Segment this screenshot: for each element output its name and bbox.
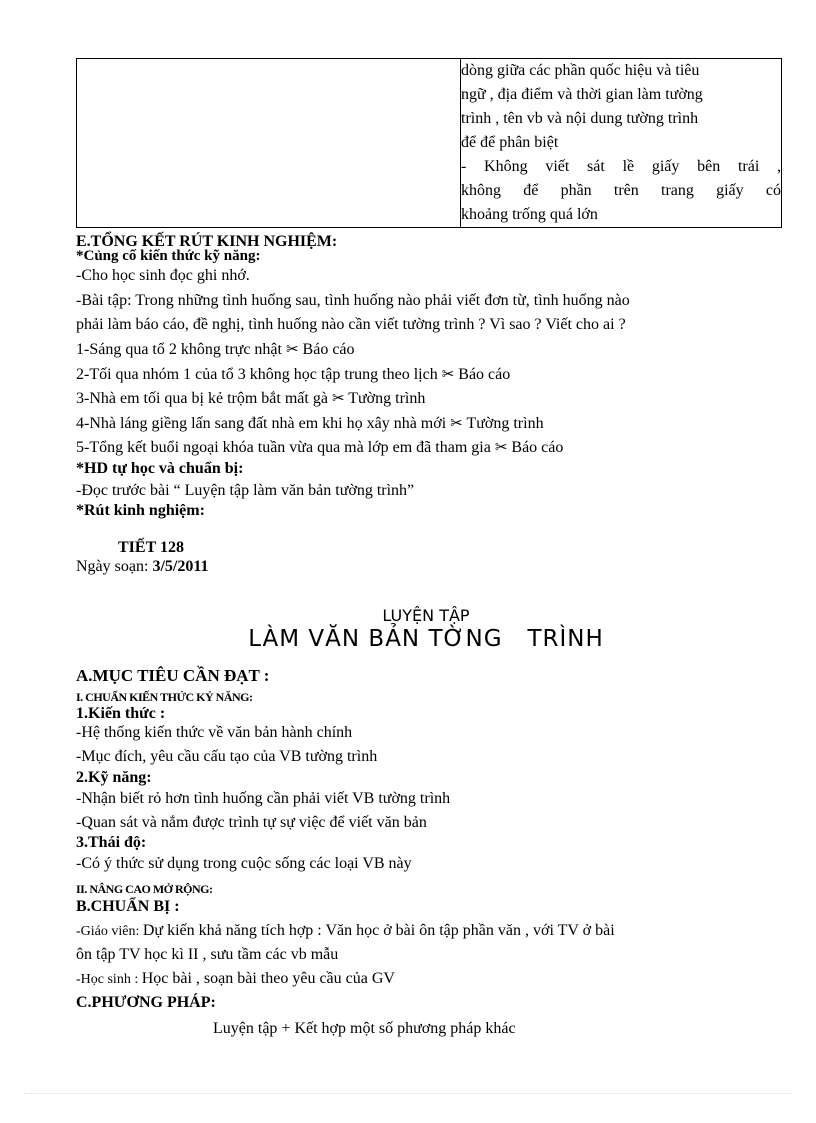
section-a-heading: A.MỤC TIÊU CẦN ĐẠT : — [76, 666, 270, 685]
item-answer: Tường trình — [348, 390, 426, 407]
attitude-line: -Có ý thức sử dụng trong cuộc sống các loại VB này — [76, 855, 412, 872]
list-item — [76, 388, 425, 410]
table-line: - Không viết sát lề giấy bên trái , — [461, 158, 781, 175]
item-answer: Báo cáo — [302, 341, 355, 358]
section-e-subheading: *Củng cố kiến thức kỹ năng: — [76, 248, 261, 264]
table-left-cell — [77, 59, 461, 228]
scissors-icon: ✂ — [441, 367, 455, 383]
section-a-sub2: II. NÂNG CAO MỞ RỘNG: — [76, 882, 213, 896]
section-e-line: -Cho học sinh đọc ghi nhớ. — [76, 267, 250, 284]
item-answer: Báo cáo — [511, 439, 564, 456]
student-line — [76, 968, 395, 991]
list-item — [76, 413, 544, 435]
table-line: trình , tên vb và nội dung tường trình — [461, 110, 699, 127]
skills-line: -Nhận biết rỏ hơn tình huống cần phải viết VB tường trình — [76, 790, 451, 807]
page-bottom-divider — [24, 1093, 792, 1094]
date-value: 3/5/2011 — [152, 558, 209, 575]
knowledge-line: -Hệ thống kiến thức về văn bản hành chính — [76, 724, 353, 741]
list-item — [76, 339, 355, 361]
lesson-title-line2: LÀM VĂN BẢN TỜNG TRÌNH — [248, 626, 604, 652]
section-e-heading: E.TỔNG KẾT RÚT KINH NGHIỆM: — [76, 233, 338, 250]
student-text: Học bài , soạn bài theo yêu cầu của GV — [141, 970, 395, 987]
top-table — [76, 58, 782, 228]
skills-heading: 2.Kỹ năng: — [76, 769, 152, 786]
lesson-number: TIẾT 128 — [118, 539, 184, 556]
table-line: ngữ , địa điểm và thời gian làm tường — [461, 86, 703, 103]
table-line: khoảng trống quá lớn — [461, 206, 598, 223]
section-c-heading: C.PHƯƠNG PHÁP: — [76, 994, 216, 1011]
item-text: 4-Nhà láng giềng lấn sang đất nhà em khi họ xây nhà mới — [76, 415, 447, 432]
knowledge-line: -Mục đích, yêu cầu cấu tạo của VB tường trình — [76, 748, 378, 765]
item-answer: Tường trình — [466, 415, 544, 432]
section-b-heading: B.CHUẨN BỊ : — [76, 898, 180, 915]
table-line: không để phần trên trang giấy có — [461, 182, 781, 199]
scissors-icon: ✂ — [450, 416, 463, 432]
item-text: 1-Sáng qua tổ 2 không trực nhật — [76, 341, 282, 358]
student-label: -Học sinh : — [76, 972, 142, 987]
attitude-heading: 3.Thái độ: — [76, 834, 147, 851]
lesson-title-line1: LUYỆN TẬP — [382, 606, 470, 625]
list-item — [76, 437, 563, 459]
section-a-sub1: I. CHUẨN KIẾN THỨC KỶ NĂNG: — [76, 690, 253, 704]
skills-line: -Quan sát và nắm được trình tự sự việc để viết văn bản — [76, 814, 427, 831]
rut-heading: *Rút kinh nghiệm: — [76, 502, 205, 519]
table-line: dòng giữa các phần quốc hiệu và tiêu — [461, 62, 700, 79]
scissors-icon: ✂ — [331, 391, 345, 407]
item-answer: Báo cáo — [458, 366, 511, 383]
item-text: 2-Tối qua nhóm 1 của tổ 3 không học tập trung theo lịch — [76, 366, 438, 383]
date-label: Ngày soạn: — [76, 558, 149, 575]
teacher-line — [76, 920, 615, 943]
item-text: 3-Nhà em tối qua bị kẻ trộm bắt mất gà — [76, 390, 328, 407]
knowledge-heading: 1.Kiến thức : — [76, 705, 166, 722]
exercise-line: -Bài tập: Trong những tình huống sau, tình huống nào phải viết đơn từ, tình huống nào — [76, 292, 630, 309]
method-line: Luyện tập + Kết hợp một số phương pháp khác — [213, 1020, 516, 1037]
list-item — [76, 364, 510, 386]
table-line: để để phân biệt — [461, 134, 559, 151]
exercise-line: phải làm báo cáo, đề nghị, tình huống nào cần viết tường trình ? Vì sao ? Viết cho ai ? — [76, 316, 626, 333]
table-right-cell — [461, 59, 782, 228]
teacher-text: Dự kiến khả năng tích hợp : Văn học ở bài ôn tập phần văn , với TV ở bài — [142, 922, 615, 939]
teacher-line2: ôn tập TV học kì II , sưu tầm các vb mẫu — [76, 946, 339, 963]
hd-line: -Đọc trước bài “ Luyện tập làm văn bản tường trình” — [76, 482, 415, 499]
scissors-icon: ✂ — [285, 342, 299, 358]
prepared-date — [76, 556, 208, 578]
teacher-label: -Giáo viên: — [76, 924, 143, 939]
hd-heading: *HD tự học và chuẩn bị: — [76, 460, 244, 477]
scissors-icon: ✂ — [494, 440, 508, 456]
item-text: 5-Tổng kết buổi ngoại khóa tuần vừa qua mà lớp em đã tham gia — [76, 439, 491, 456]
